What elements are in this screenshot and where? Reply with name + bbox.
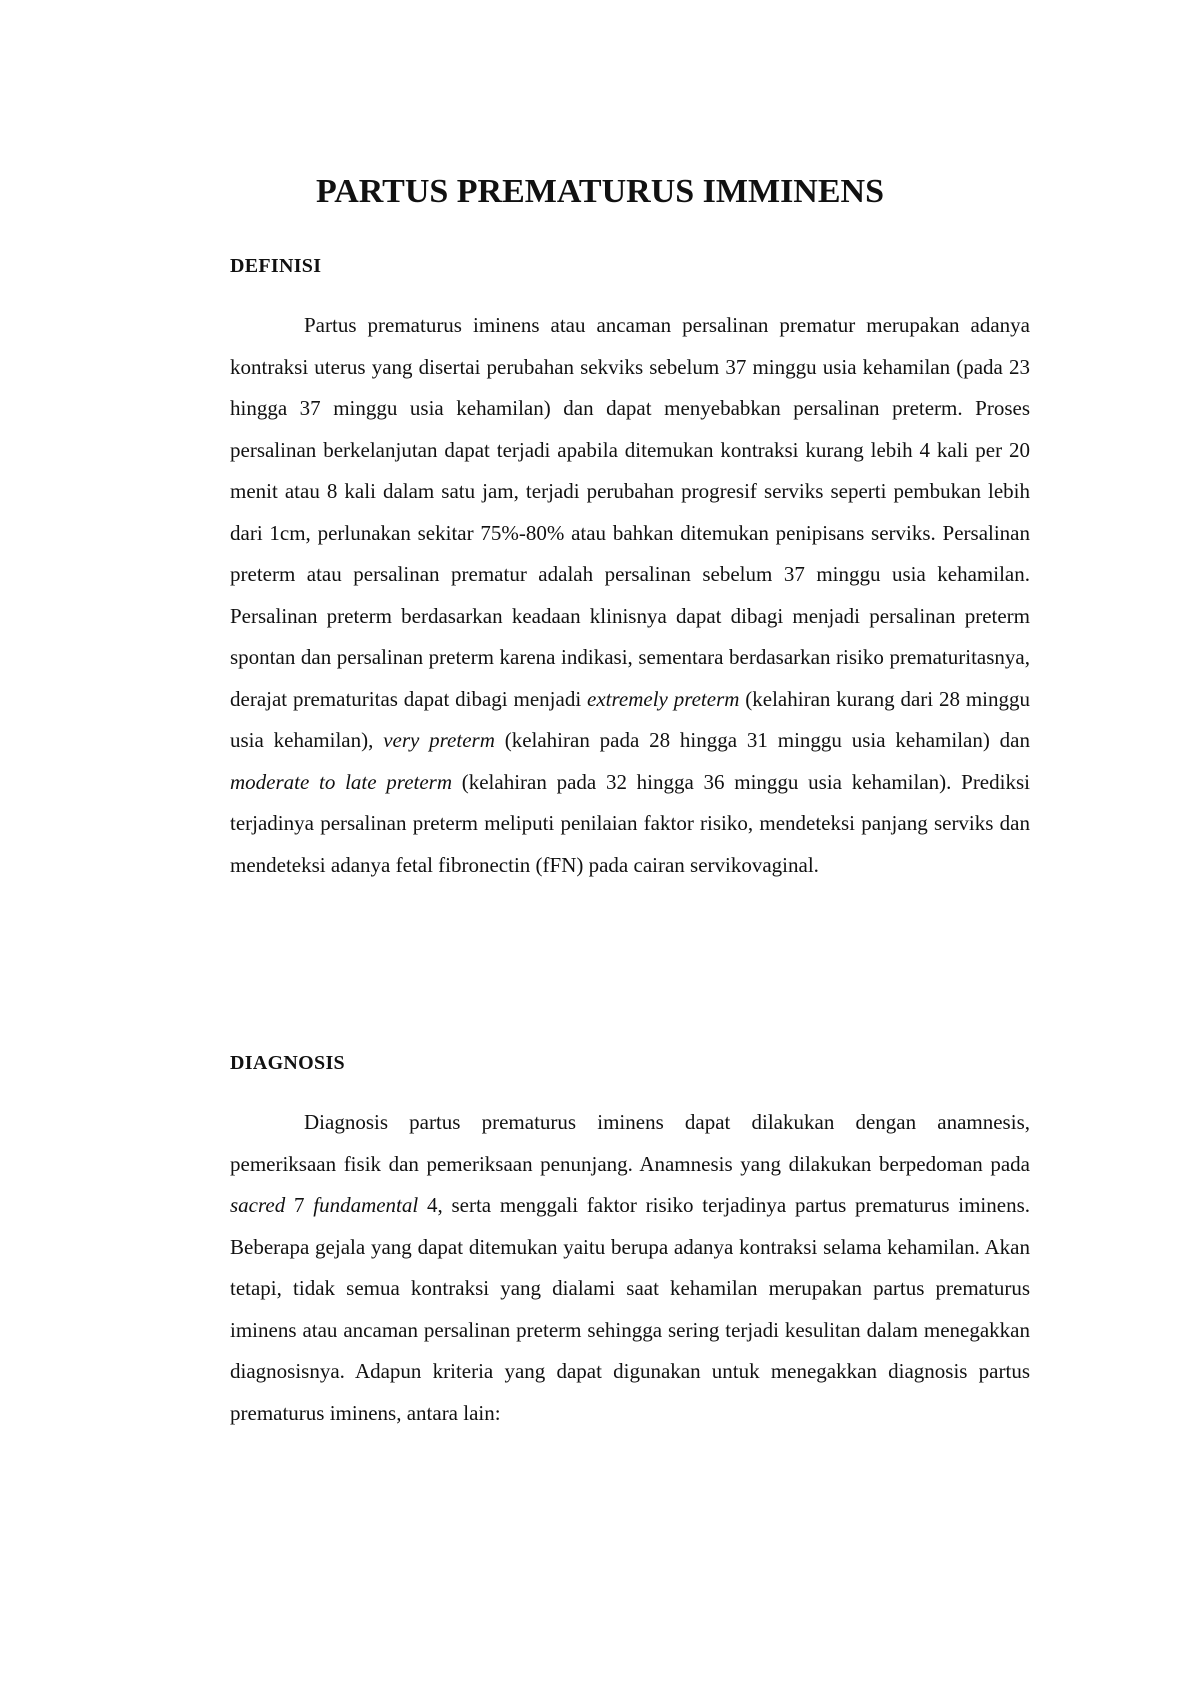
text-segment: (kelahiran pada 32 hingga 36 minggu usia kehamilan). Prediksi terjadinya persalinan preterm meliputi penilaian faktor risiko, mendeteksi panjang serviks dan mendeteksi adanya fetal fibronectin (fFN) pada cairan servikovaginal.: [230, 769, 1030, 877]
section-heading-definisi: DEFINISI: [230, 255, 322, 277]
text-segment: (kelahiran pada 28 hingga 31 minggu usia kehamilan) dan: [494, 728, 1030, 752]
text-segment: 4, serta menggali faktor risiko terjadinya partus prematurus iminens. Beberapa gejala yang dapat ditemukan yaitu berupa adanya kontraksi selama kehamilan. Akan tetapi, tidak semua kontraksi yang dialami saat kehamilan merupakan partus prematurus iminens atau ancaman persalinan preterm sehingga sering terjadi kesulitan dalam menegakkan diagnosisnya. Adapun kriteria yang dapat digunakan untuk menegakkan diagnosis partus prematurus iminens, antara lain:: [230, 1193, 1031, 1425]
italic-term: very preterm: [383, 728, 495, 752]
text-segment: Partus prematurus iminens atau ancaman persalinan prematur merupakan adanya kontraksi uterus yang disertai perubahan sekviks sebelum 37 minggu usia kehamilan (pada 23 hingga 37 minggu usia kehamilan) dan dapat menyebabkan persalinan preterm. Proses persalinan berkelanjutan dapat terjadi apabila ditemukan kontraksi kurang lebih 4 kali per 20 menit atau 8 kali dalam satu jam, terjadi perubahan progresif serviks seperti pembukan lebih dari 1cm, perlunakan sekitar 75%-80% atau bahkan ditemukan penipisans serviks. Persalinan preterm atau persalinan prematur adalah persalinan sebelum 37 minggu usia kehamilan. Persalinan preterm berdasarkan keadaan klinisnya dapat dibagi menjadi persalinan preterm spontan dan persalinan preterm karena indikasi, sementara berdasarkan risiko prematuritasnya, derajat prematuritas dapat dibagi menjadi: [230, 313, 1030, 711]
section-heading-diagnosis: DIAGNOSIS: [230, 1052, 345, 1074]
italic-term: fundamental: [313, 1193, 419, 1217]
document-title: PARTUS PREMATURUS IMMINENS: [315, 173, 884, 210]
text-segment: Diagnosis partus prematurus iminens dapat dilakukan dengan anamnesis, pemeriksaan fisik dan pemeriksaan penunjang. Anamnesis yang dilakukan berpedoman pada: [230, 1110, 1030, 1176]
paragraph-diagnosis: [230, 1102, 1030, 1434]
italic-term: sacred: [230, 1193, 286, 1217]
italic-term: extremely preterm: [587, 686, 740, 711]
text-segment: (kelahiran kurang dari 28 minggu usia kehamilan),: [230, 686, 1030, 752]
italic-term: moderate to late preterm: [230, 769, 453, 794]
text-segment: 7: [285, 1193, 314, 1217]
paragraph-definisi: [230, 305, 1030, 886]
